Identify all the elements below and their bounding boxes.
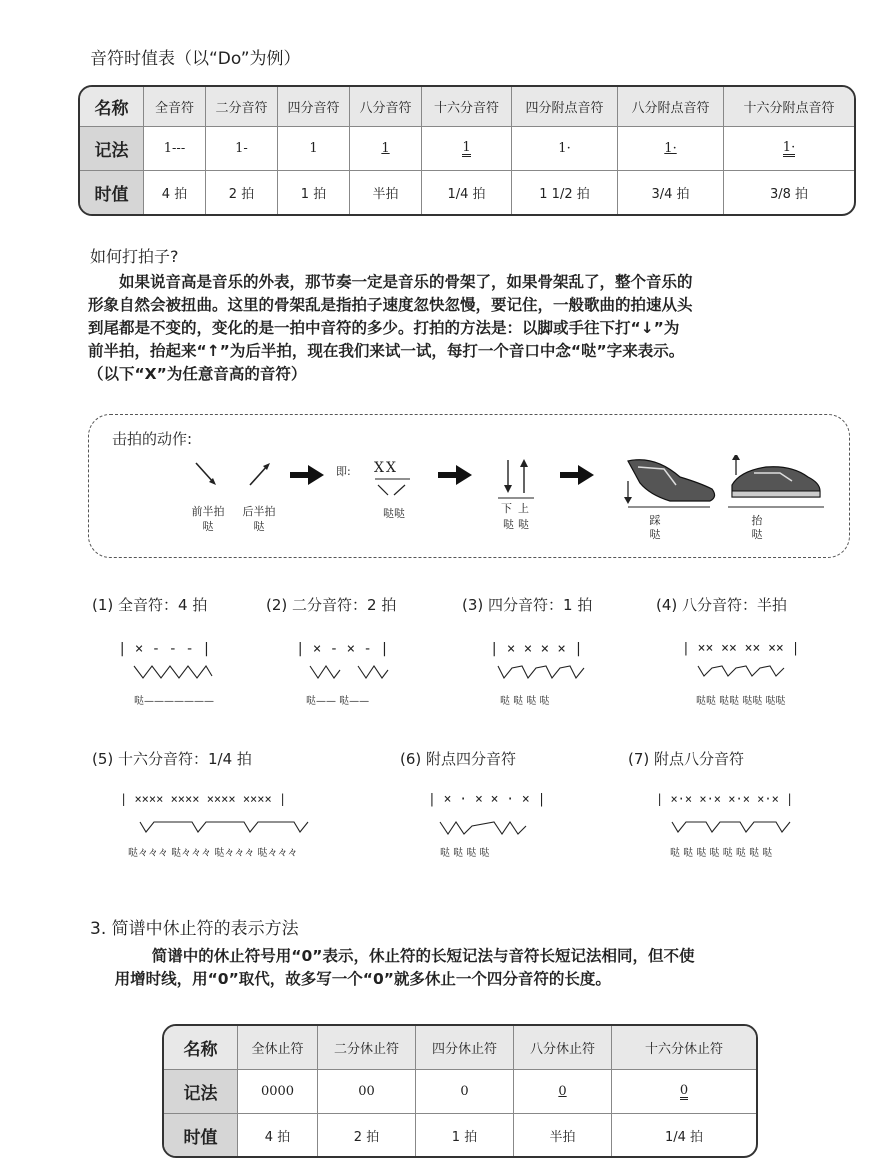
ji-label: 即: [336,465,351,478]
rhythm-sequence: | × · × × · × | [428,792,546,807]
right-arrow-icon [560,465,594,485]
duration-cell: 半拍 [514,1114,612,1156]
rhythm-sequence: | × - × - | [296,641,389,657]
paragraph-line: 如果说音高是音乐的外表，那节奏一定是音乐的骨架了，如果骨架乱了，整个音乐的 [119,273,693,291]
notation-cell: 0 [558,1084,567,1099]
xx-label: XX [374,460,398,476]
beat-heading: 如何打拍子? [90,247,179,266]
paragraph-line: 前半拍，抬起来“↑”为后半拍，现在我们来试一试，每打一个音口中念“哒”字来表示。 [88,342,685,360]
duration-cell: 半拍 [350,171,422,214]
syllable-row: 哒哒 哒哒 哒哒 哒哒 [696,696,786,707]
row-header-notation: 记法 [164,1070,238,1114]
rhythm-sequence: | ×·× ×·× ×·× ×·× | [656,792,794,806]
col-name: 二分休止符 [318,1026,416,1070]
row-header-duration: 时值 [80,171,144,214]
paragraph-line: 用增时线，用“0”取代，故多写一个“0”就多休止一个四分音符的长度。 [114,970,611,988]
notation-cell: 1- [206,127,278,171]
da-da-label [498,516,538,532]
beat-paragraph [88,271,848,386]
arrow-down-icon [378,485,388,495]
row-header-duration: 时值 [164,1114,238,1156]
syllable-row: 哒 哒 哒 哒 [440,848,490,859]
duration-cell: 1/4 拍 [422,171,512,214]
col-name: 十六分休止符 [612,1026,756,1070]
da-label: 哒 [751,528,763,541]
col-name: 四分附点音符 [512,87,618,127]
notation-cell: 1 [462,140,471,155]
duration-cell: 1/4 拍 [664,1129,704,1145]
arrow-up-icon [250,463,270,485]
example-label: (3) 四分音符：1 拍 [462,596,593,614]
da-label: 哒 [202,520,214,533]
stomp-label: 踩 [649,514,661,527]
row-header-notation: 记法 [80,127,144,171]
up-label: 上 [518,502,535,515]
syllable-row: 哒 哒 哒 哒 哒 哒 哒 哒 [670,848,773,859]
arrow-up-icon [394,485,405,495]
arrow-down-icon [624,481,632,504]
arrow-up-icon [520,459,528,493]
example-label: (1) 全音符：4 拍 [92,596,208,614]
syllable-row: 哒 哒 哒 哒 [500,696,550,707]
example-label: (5) 十六分音符：1/4 拍 [92,750,252,768]
duration-cell: 3/8 拍 [769,187,809,202]
down-label: 下 [501,502,518,515]
beat-wave-row-1 [0,662,895,690]
notation-cell: 1· [782,140,796,155]
arrow-down-icon [196,463,216,485]
rhythm-sequence: | × - - - | [118,641,211,657]
example-label: (2) 二分音符：2 拍 [266,596,397,614]
example-label: (7) 附点八分音符 [628,750,745,768]
notation-cell: 0000 [238,1070,318,1114]
notation-cell: 00 [318,1070,416,1114]
col-name: 十六分音符 [422,87,512,127]
duration-cell: 2 拍 [318,1114,416,1156]
da-label: 哒 [518,518,533,531]
right-arrow-icon [438,465,472,485]
first-half-label: 前半拍 [191,505,225,518]
col-name: 八分休止符 [514,1026,612,1070]
syllable-row: 哒—— 哒—— [306,696,370,707]
down-up-label [498,500,538,516]
col-name: 八分音符 [350,87,422,127]
syllable-row: 哒々々々 哒々々々 哒々々々 哒々々々 [128,848,298,859]
paragraph-line: （以下“X”为任意音高的音符） [88,365,307,383]
lift-label: 抬 [751,514,763,527]
col-name: 全音符 [144,87,206,127]
col-name: 全休止符 [238,1026,318,1070]
rhythm-sequence: | ×××× ×××× ×××× ×××× | [120,792,287,806]
rhythm-sequence: | × × × × | [490,641,583,657]
da-label: 哒 [503,518,518,531]
row-header-name: 名称 [164,1026,238,1070]
row-header-name: 名称 [80,87,144,127]
paragraph-line: 到尾都是不变的，变化的是一拍中音符的多少。打拍的方法是：以脚或手往下打“↓”为 [88,319,680,337]
col-name: 四分音符 [278,87,350,127]
duration-cell: 4 拍 [238,1114,318,1156]
example-label: (6) 附点四分音符 [400,750,517,768]
note-duration-table [78,85,856,216]
duration-cell: 4 拍 [144,171,206,214]
duration-cell: 1 拍 [278,171,350,214]
second-half-label: 后半拍 [242,505,276,518]
duration-cell: 1 1/2 拍 [512,171,618,214]
notation-cell: 1 [278,127,350,171]
notation-cell: 1--- [144,127,206,171]
da-label: 哒 [253,520,265,533]
beat-diagram-title: 击拍的动作: [112,430,193,448]
notation-cell: 1· [512,127,618,171]
col-name: 十六分附点音符 [724,87,854,127]
notation-cell: 1 [381,141,390,156]
example-label: (4) 八分音符：半拍 [656,596,788,614]
right-arrow-icon [290,465,324,485]
duration-cell: 1 拍 [416,1114,514,1156]
arrow-up-icon [732,455,740,475]
duration-cell: 3/4 拍 [618,171,724,214]
duration-cell: 2 拍 [206,171,278,214]
note-table-title: 音符时值表（以“Do”为例） [90,49,301,69]
col-name: 八分附点音符 [618,87,724,127]
syllable-row: 哒——————— [134,696,214,707]
shoe-stomp-icon [624,460,715,507]
rest-paragraph [96,945,856,991]
rest-heading: 3. 简谱中休止符的表示方法 [90,919,299,939]
paragraph-line: 形象自然会被扭曲。这里的骨架乱是指拍子速度忽快忽慢，要记住，一般歌曲的拍速从头 [88,296,693,314]
rest-duration-table [162,1024,758,1158]
notation-cell: 0 [416,1070,514,1114]
col-name: 四分休止符 [416,1026,514,1070]
dada-label: 哒哒 [383,507,405,520]
notation-cell: 1· [664,141,677,156]
arrow-down-icon [504,460,512,493]
rhythm-sequence: | ×× ×× ×× ×× | [682,641,800,656]
da-label: 哒 [649,528,661,541]
shoe-lift-icon [728,455,824,507]
col-name: 二分音符 [206,87,278,127]
beat-wave-row-2 [0,818,895,842]
notation-cell: 0 [679,1083,689,1098]
paragraph-line: 简谱中的休止符号用“0”表示，休止符的长短记法与音符长短记法相同，但不使 [151,947,695,965]
